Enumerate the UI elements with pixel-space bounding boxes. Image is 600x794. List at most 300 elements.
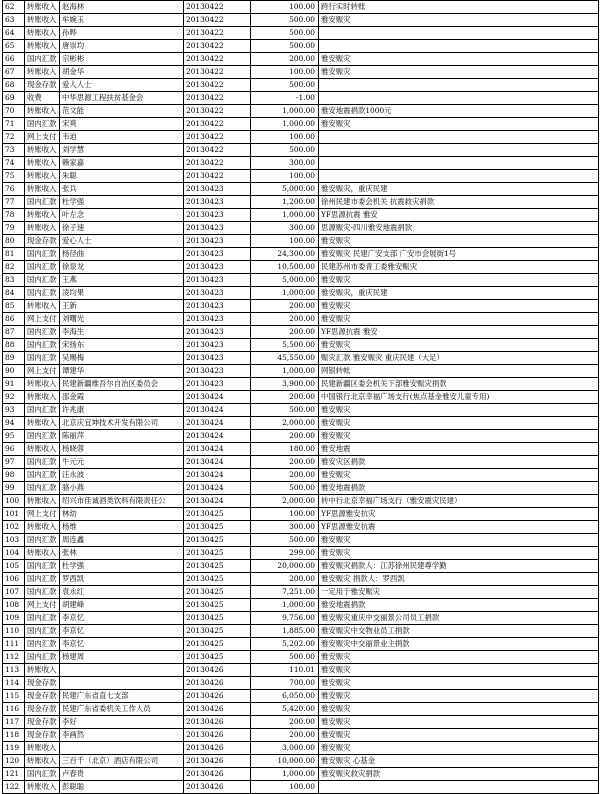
payer-name-cell bbox=[60, 742, 184, 755]
remark-cell: 跨行实时转账 bbox=[319, 1, 599, 14]
amount-cell: 7,251.00 bbox=[251, 586, 319, 599]
transaction-type-cell: 国内汇款 bbox=[25, 638, 60, 651]
transaction-type-cell: 转账收入 bbox=[25, 1, 60, 14]
amount-cell: 500.00 bbox=[251, 482, 319, 495]
amount-cell: 300.00 bbox=[251, 521, 319, 534]
amount-cell: 5,420.00 bbox=[251, 703, 319, 716]
row-number-cell: 92 bbox=[3, 391, 25, 404]
row-number-cell: 68 bbox=[3, 79, 25, 92]
amount-cell: 20,000.00 bbox=[251, 560, 319, 573]
amount-cell: 100.00 bbox=[251, 1, 319, 14]
row-number-cell: 88 bbox=[3, 339, 25, 352]
remark-cell: 雅安赈灾 bbox=[319, 66, 599, 79]
transaction-date-cell: 20130426 bbox=[184, 768, 251, 781]
transaction-type-cell: 国内汇款 bbox=[25, 53, 60, 66]
transaction-type-cell: 国内汇款 bbox=[25, 261, 60, 274]
payer-name-cell: 周连鑫 bbox=[60, 534, 184, 547]
table-row bbox=[3, 222, 599, 235]
transaction-date-cell: 20130424 bbox=[184, 391, 251, 404]
remark-cell: 雅安赈灾 bbox=[319, 417, 599, 430]
payer-name-cell: 宋扬东 bbox=[60, 339, 184, 352]
remark-cell: 雅安地震 bbox=[319, 443, 599, 456]
transaction-date-cell: 20130423 bbox=[184, 326, 251, 339]
transaction-date-cell: 20130423 bbox=[184, 183, 251, 196]
remark-cell: 雅安赈灾 bbox=[319, 690, 599, 703]
transaction-type-cell: 转账收入 bbox=[25, 14, 60, 27]
table-row bbox=[3, 404, 599, 417]
table-row bbox=[3, 664, 599, 677]
row-number-cell: 73 bbox=[3, 144, 25, 157]
remark-cell: 思源赈灾-四川雅安地震捐款 bbox=[319, 222, 599, 235]
row-number-cell: 94 bbox=[3, 417, 25, 430]
table-row bbox=[3, 313, 599, 326]
payer-name-cell: 王燕 bbox=[60, 274, 184, 287]
row-number-cell: 104 bbox=[3, 547, 25, 560]
row-number-cell: 121 bbox=[3, 768, 25, 781]
remark-cell: 雅安赈灾 bbox=[319, 118, 599, 131]
remark-cell: 雅安赈灾 bbox=[319, 703, 599, 716]
transaction-date-cell: 20130425 bbox=[184, 625, 251, 638]
remark-cell: 雅安赈灾 民建广安支部 广安市会展街1号 bbox=[319, 248, 599, 261]
transaction-date-cell: 20130423 bbox=[184, 235, 251, 248]
table-row bbox=[3, 625, 599, 638]
transaction-date-cell: 20130425 bbox=[184, 560, 251, 573]
table-row bbox=[3, 781, 599, 794]
remark-cell: 赈灾汇款 雅安赈灾 重庆民建（大足） bbox=[319, 352, 599, 365]
row-number-cell: 71 bbox=[3, 118, 25, 131]
remark-cell: 雅安赈灾 bbox=[319, 430, 599, 443]
payer-name-cell: 杜学强 bbox=[60, 560, 184, 573]
transaction-type-cell: 转账收入 bbox=[25, 521, 60, 534]
row-number-cell: 67 bbox=[3, 66, 25, 79]
table-row bbox=[3, 755, 599, 768]
row-number-cell: 105 bbox=[3, 560, 25, 573]
remark-cell: 雅安赈灾 bbox=[319, 235, 599, 248]
payer-name-cell: 杨维 bbox=[60, 521, 184, 534]
transaction-date-cell: 20130425 bbox=[184, 508, 251, 521]
amount-cell: 500.00 bbox=[251, 404, 319, 417]
table-row bbox=[3, 495, 599, 508]
table-row bbox=[3, 378, 599, 391]
payer-name-cell: 徐泉龙 bbox=[60, 261, 184, 274]
table-row bbox=[3, 157, 599, 170]
transaction-type-cell: 国内汇款 bbox=[25, 430, 60, 443]
table-row bbox=[3, 144, 599, 157]
row-number-cell: 70 bbox=[3, 105, 25, 118]
transaction-type-cell: 现金存款 bbox=[25, 677, 60, 690]
row-number-cell: 96 bbox=[3, 443, 25, 456]
payer-name-cell: 杜学强 bbox=[60, 196, 184, 209]
transaction-date-cell: 20130424 bbox=[184, 430, 251, 443]
transaction-date-cell: 20130423 bbox=[184, 287, 251, 300]
transaction-date-cell: 20130423 bbox=[184, 313, 251, 326]
payer-name-cell: 孙晔 bbox=[60, 27, 184, 40]
row-number-cell: 75 bbox=[3, 170, 25, 183]
amount-cell: 3,900.00 bbox=[251, 378, 319, 391]
remark-cell: 雅安赈灾 bbox=[319, 547, 599, 560]
payer-name-cell: 绍兴市佳诚酒类饮料有限责任公 bbox=[60, 495, 184, 508]
payer-name-cell: 刘曙光 bbox=[60, 313, 184, 326]
row-number-cell: 99 bbox=[3, 482, 25, 495]
row-number-cell: 87 bbox=[3, 326, 25, 339]
payer-name-cell: 李画然 bbox=[60, 729, 184, 742]
table-row bbox=[3, 651, 599, 664]
row-number-cell: 113 bbox=[3, 664, 25, 677]
row-number-cell: 74 bbox=[3, 157, 25, 170]
remark-cell bbox=[319, 157, 599, 170]
payer-name-cell: 牛元元 bbox=[60, 456, 184, 469]
amount-cell: 5,202.00 bbox=[251, 638, 319, 651]
remark-cell: 雅安赈灾重庆中交丽景公司员工捐款 bbox=[319, 612, 599, 625]
row-number-cell: 106 bbox=[3, 573, 25, 586]
row-number-cell: 102 bbox=[3, 521, 25, 534]
transaction-type-cell: 转账收入 bbox=[25, 105, 60, 118]
payer-name-cell: 韦迫 bbox=[60, 131, 184, 144]
transaction-date-cell: 20130424 bbox=[184, 482, 251, 495]
transaction-date-cell: 20130426 bbox=[184, 781, 251, 794]
transaction-type-cell: 转账收入 bbox=[25, 781, 60, 794]
remark-cell: 雅安赈灾中交物业员工捐款 bbox=[319, 625, 599, 638]
amount-cell: 5,000.00 bbox=[251, 183, 319, 196]
transaction-type-cell: 国内汇款 bbox=[25, 196, 60, 209]
payer-name-cell: 唐崇均 bbox=[60, 40, 184, 53]
amount-cell: 200.00 bbox=[251, 300, 319, 313]
table-row bbox=[3, 456, 599, 469]
table-row bbox=[3, 703, 599, 716]
remark-cell: 雅安赈灾 bbox=[319, 339, 599, 352]
payer-name-cell: 赖家嘉 bbox=[60, 157, 184, 170]
table-row bbox=[3, 14, 599, 27]
remark-cell: 雅安赈灾 bbox=[319, 677, 599, 690]
remark-cell: 转中行北京幸福广场支行（雅安震灾民建） bbox=[319, 495, 599, 508]
table-row bbox=[3, 391, 599, 404]
row-number-cell: 100 bbox=[3, 495, 25, 508]
table-row bbox=[3, 443, 599, 456]
transaction-date-cell: 20130422 bbox=[184, 92, 251, 105]
remark-cell: 民建苏州市委青工委雅安赈灾 bbox=[319, 261, 599, 274]
transaction-type-cell: 转账收入 bbox=[25, 40, 60, 53]
payer-name-cell: 三百千（北京）酒店有限公司 bbox=[60, 755, 184, 768]
transaction-date-cell: 20130423 bbox=[184, 261, 251, 274]
payer-name-cell: 民建广东省直七支部 bbox=[60, 690, 184, 703]
payer-name-cell: 朱聪 bbox=[60, 170, 184, 183]
transaction-date-cell: 20130424 bbox=[184, 469, 251, 482]
table-row bbox=[3, 209, 599, 222]
transaction-type-cell: 国内汇款 bbox=[25, 456, 60, 469]
table-row bbox=[3, 508, 599, 521]
table-row bbox=[3, 196, 599, 209]
transaction-date-cell: 20130424 bbox=[184, 456, 251, 469]
transaction-type-cell: 网上支付 bbox=[25, 508, 60, 521]
row-number-cell: 117 bbox=[3, 716, 25, 729]
amount-cell: 100.00 bbox=[251, 508, 319, 521]
remark-cell: 网银转帐 bbox=[319, 365, 599, 378]
remark-cell bbox=[319, 781, 599, 794]
row-number-cell: 110 bbox=[3, 625, 25, 638]
table-row bbox=[3, 326, 599, 339]
amount-cell: 500.00 bbox=[251, 651, 319, 664]
row-number-cell: 72 bbox=[3, 131, 25, 144]
amount-cell: 500.00 bbox=[251, 79, 319, 92]
remark-cell: 雅安赈灾 bbox=[319, 300, 599, 313]
remark-cell: YF思源抗震 雅安 bbox=[319, 326, 599, 339]
payer-name-cell: 李京忆 bbox=[60, 625, 184, 638]
payer-name-cell: 北京庆宜坤技术开发有限公司 bbox=[60, 417, 184, 430]
payer-name-cell: 赵海林 bbox=[60, 1, 184, 14]
transaction-type-cell: 转账收入 bbox=[25, 443, 60, 456]
transaction-type-cell: 转账收入 bbox=[25, 66, 60, 79]
table-row bbox=[3, 1, 599, 14]
row-number-cell: 86 bbox=[3, 313, 25, 326]
row-number-cell: 91 bbox=[3, 378, 25, 391]
transaction-type-cell: 网上支付 bbox=[25, 131, 60, 144]
row-number-cell: 66 bbox=[3, 53, 25, 66]
transaction-type-cell: 转账收入 bbox=[25, 664, 60, 677]
remark-cell bbox=[319, 170, 599, 183]
remark-cell: 雅安地震捐款1000元 bbox=[319, 105, 599, 118]
transaction-date-cell: 20130426 bbox=[184, 729, 251, 742]
table-row bbox=[3, 573, 599, 586]
transaction-type-cell: 国内汇款 bbox=[25, 248, 60, 261]
table-row bbox=[3, 339, 599, 352]
table-row bbox=[3, 547, 599, 560]
table-row bbox=[3, 352, 599, 365]
payer-name-cell: 凌均果 bbox=[60, 287, 184, 300]
transaction-type-cell: 转账收入 bbox=[25, 222, 60, 235]
table-row bbox=[3, 521, 599, 534]
row-number-cell: 82 bbox=[3, 261, 25, 274]
payer-name-cell: 王新 bbox=[60, 300, 184, 313]
transaction-date-cell: 20130426 bbox=[184, 703, 251, 716]
table-row bbox=[3, 118, 599, 131]
amount-cell: 500.00 bbox=[251, 144, 319, 157]
row-number-cell: 93 bbox=[3, 404, 25, 417]
payer-name-cell: 罗西凯 bbox=[60, 573, 184, 586]
transaction-date-cell: 20130425 bbox=[184, 638, 251, 651]
row-number-cell: 69 bbox=[3, 92, 25, 105]
payer-name-cell: 许兆康 bbox=[60, 404, 184, 417]
payer-name-cell: 汪永波 bbox=[60, 469, 184, 482]
amount-cell: 9,756.00 bbox=[251, 612, 319, 625]
remark-cell bbox=[319, 79, 599, 92]
transaction-type-cell: 国内汇款 bbox=[25, 560, 60, 573]
remark-cell: 雅安赈灾 bbox=[319, 14, 599, 27]
remark-cell: 雅安赈灾救灾捐款 bbox=[319, 768, 599, 781]
remark-cell: 雅安赈灾 bbox=[319, 716, 599, 729]
transaction-type-cell: 现金存款 bbox=[25, 729, 60, 742]
amount-cell: 200.00 bbox=[251, 313, 319, 326]
remark-cell bbox=[319, 27, 599, 40]
payer-name-cell: 李京忆 bbox=[60, 612, 184, 625]
table-row bbox=[3, 183, 599, 196]
transaction-type-cell: 国内汇款 bbox=[25, 534, 60, 547]
amount-cell: 6,050.00 bbox=[251, 690, 319, 703]
payer-name-cell: 谭建华 bbox=[60, 365, 184, 378]
amount-cell: 2,000.00 bbox=[251, 495, 319, 508]
amount-cell: 100.00 bbox=[251, 170, 319, 183]
amount-cell: 3,000.00 bbox=[251, 742, 319, 755]
row-number-cell: 85 bbox=[3, 300, 25, 313]
remark-cell: 雅安地震捐款 bbox=[319, 482, 599, 495]
transaction-date-cell: 20130424 bbox=[184, 417, 251, 430]
amount-cell: 100.00 bbox=[251, 66, 319, 79]
transaction-type-cell: 网上支付 bbox=[25, 313, 60, 326]
payer-name-cell: 爱心人士 bbox=[60, 235, 184, 248]
row-number-cell: 76 bbox=[3, 183, 25, 196]
amount-cell: 299.00 bbox=[251, 547, 319, 560]
table-row bbox=[3, 235, 599, 248]
table-row bbox=[3, 261, 599, 274]
transaction-date-cell: 20130422 bbox=[184, 118, 251, 131]
transaction-date-cell: 20130424 bbox=[184, 443, 251, 456]
transaction-type-cell: 国内汇款 bbox=[25, 586, 60, 599]
remark-cell bbox=[319, 144, 599, 157]
amount-cell: 10,000.00 bbox=[251, 755, 319, 768]
remark-cell: 雅安赈灾 bbox=[319, 534, 599, 547]
transaction-date-cell: 20130422 bbox=[184, 14, 251, 27]
transaction-date-cell: 20130423 bbox=[184, 339, 251, 352]
transaction-type-cell: 转账收入 bbox=[25, 300, 60, 313]
transaction-date-cell: 20130425 bbox=[184, 521, 251, 534]
table-row bbox=[3, 729, 599, 742]
table-row bbox=[3, 92, 599, 105]
transaction-type-cell: 国内汇款 bbox=[25, 274, 60, 287]
transaction-date-cell: 20130425 bbox=[184, 534, 251, 547]
payer-name-cell: 牟婉玉 bbox=[60, 14, 184, 27]
transaction-type-cell: 国内汇款 bbox=[25, 612, 60, 625]
transaction-type-cell: 转账收入 bbox=[25, 391, 60, 404]
amount-cell: 200.00 bbox=[251, 430, 319, 443]
transaction-type-cell: 国内汇款 bbox=[25, 287, 60, 300]
table-row bbox=[3, 469, 599, 482]
transaction-type-cell: 转账收入 bbox=[25, 157, 60, 170]
remark-cell: YF思源雅安抗震 bbox=[319, 521, 599, 534]
amount-cell: 1,000.00 bbox=[251, 105, 319, 118]
amount-cell: 45,550.00 bbox=[251, 352, 319, 365]
table-row bbox=[3, 716, 599, 729]
transaction-date-cell: 20130423 bbox=[184, 378, 251, 391]
table-row bbox=[3, 430, 599, 443]
remark-cell: 雅安灾区捐款 bbox=[319, 456, 599, 469]
table-row bbox=[3, 599, 599, 612]
amount-cell: 1,200.00 bbox=[251, 196, 319, 209]
row-number-cell: 97 bbox=[3, 456, 25, 469]
payer-name-cell: 民建广东省委机关工作人员 bbox=[60, 703, 184, 716]
payer-name-cell: 吴赐梅 bbox=[60, 352, 184, 365]
table-row bbox=[3, 27, 599, 40]
row-number-cell: 64 bbox=[3, 27, 25, 40]
transaction-type-cell: 国内汇款 bbox=[25, 469, 60, 482]
table-row bbox=[3, 40, 599, 53]
payer-name-cell: 骆小燕 bbox=[60, 482, 184, 495]
table-row bbox=[3, 742, 599, 755]
amount-cell: 300.00 bbox=[251, 222, 319, 235]
remark-cell: YF思源抗震 雅安 bbox=[319, 209, 599, 222]
row-number-cell: 112 bbox=[3, 651, 25, 664]
table-row bbox=[3, 690, 599, 703]
transaction-type-cell: 转账收入 bbox=[25, 209, 60, 222]
remark-cell: 中国银行北京幸福广场支行(焦点基金雅安儿童专用) bbox=[319, 391, 599, 404]
table-row bbox=[3, 53, 599, 66]
row-number-cell: 63 bbox=[3, 14, 25, 27]
transaction-date-cell: 20130422 bbox=[184, 53, 251, 66]
payer-name-cell: 张林 bbox=[60, 547, 184, 560]
remark-cell: YF思源雅安抗灾 bbox=[319, 508, 599, 521]
transaction-date-cell: 20130426 bbox=[184, 690, 251, 703]
transaction-type-cell: 现金存款 bbox=[25, 703, 60, 716]
payer-name-cell: 李海生 bbox=[60, 326, 184, 339]
remark-cell: 雅安赈灾，重庆民建 bbox=[319, 287, 599, 300]
payer-name-cell: 陈丽萍 bbox=[60, 430, 184, 443]
transaction-date-cell: 20130426 bbox=[184, 716, 251, 729]
row-number-cell: 109 bbox=[3, 612, 25, 625]
remark-cell: 雅安赈灾 bbox=[319, 404, 599, 417]
transaction-type-cell: 现金存款 bbox=[25, 716, 60, 729]
table-row bbox=[3, 300, 599, 313]
table-row bbox=[3, 131, 599, 144]
remark-cell: 雅安赈灾 bbox=[319, 469, 599, 482]
amount-cell: 200.00 bbox=[251, 469, 319, 482]
transaction-date-cell: 20130422 bbox=[184, 157, 251, 170]
row-number-cell: 95 bbox=[3, 430, 25, 443]
transaction-date-cell: 20130426 bbox=[184, 755, 251, 768]
amount-cell: 200.00 bbox=[251, 716, 319, 729]
transaction-date-cell: 20130425 bbox=[184, 573, 251, 586]
transaction-type-cell: 国内汇款 bbox=[25, 573, 60, 586]
transaction-date-cell: 20130423 bbox=[184, 248, 251, 261]
transaction-type-cell: 转账收入 bbox=[25, 495, 60, 508]
row-number-cell: 78 bbox=[3, 209, 25, 222]
payer-name-cell: 爱人人士 bbox=[60, 79, 184, 92]
row-number-cell: 84 bbox=[3, 287, 25, 300]
amount-cell: 200.00 bbox=[251, 53, 319, 66]
payer-name-cell: 彭聪聪 bbox=[60, 781, 184, 794]
transaction-type-cell: 国内汇款 bbox=[25, 352, 60, 365]
transaction-date-cell: 20130422 bbox=[184, 170, 251, 183]
transaction-date-cell: 20130426 bbox=[184, 742, 251, 755]
payer-name-cell: 张兵 bbox=[60, 183, 184, 196]
transaction-date-cell: 20130426 bbox=[184, 677, 251, 690]
amount-cell: 200.00 bbox=[251, 729, 319, 742]
amount-cell: 500.00 bbox=[251, 40, 319, 53]
transaction-type-cell: 转账收入 bbox=[25, 547, 60, 560]
remark-cell: 雅安赈灾 bbox=[319, 742, 599, 755]
transaction-date-cell: 20130426 bbox=[184, 664, 251, 677]
amount-cell: 200.00 bbox=[251, 573, 319, 586]
transaction-type-cell: 网上支付 bbox=[25, 365, 60, 378]
transaction-type-cell: 现金存款 bbox=[25, 690, 60, 703]
transaction-type-cell: 国内汇款 bbox=[25, 326, 60, 339]
table-row bbox=[3, 365, 599, 378]
payer-name-cell: 邵金霞 bbox=[60, 391, 184, 404]
transaction-date-cell: 20130423 bbox=[184, 222, 251, 235]
amount-cell: 1,000.00 bbox=[251, 118, 319, 131]
row-number-cell: 62 bbox=[3, 1, 25, 14]
transaction-date-cell: 20130425 bbox=[184, 612, 251, 625]
table-row bbox=[3, 66, 599, 79]
row-number-cell: 81 bbox=[3, 248, 25, 261]
transaction-type-cell: 国内汇款 bbox=[25, 339, 60, 352]
table-row bbox=[3, 612, 599, 625]
amount-cell: 24,300.00 bbox=[251, 248, 319, 261]
remark-cell bbox=[319, 40, 599, 53]
payer-name-cell: 杨晓蓉 bbox=[60, 443, 184, 456]
amount-cell: 100.00 bbox=[251, 235, 319, 248]
row-number-cell: 101 bbox=[3, 508, 25, 521]
transaction-type-cell: 现金存款 bbox=[25, 235, 60, 248]
transaction-date-cell: 20130423 bbox=[184, 300, 251, 313]
amount-cell: -1.00 bbox=[251, 92, 319, 105]
